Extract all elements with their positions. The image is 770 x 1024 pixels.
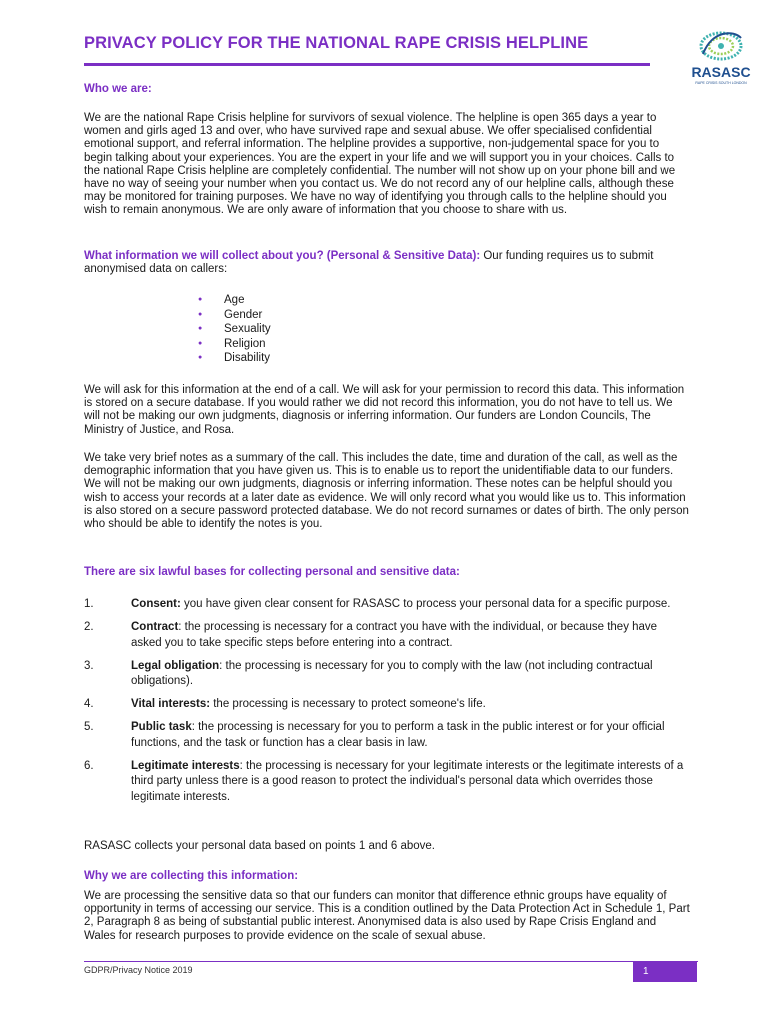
- footer-label: GDPR/Privacy Notice 2019: [84, 965, 193, 975]
- list-item: ● Disability: [198, 351, 271, 366]
- item-text: : the processing is necessary for a contract you have with the individual, or because they have asked you to take specific steps before entering into a contract.: [131, 621, 658, 649]
- item-term: Public task: [131, 721, 192, 733]
- collect-paragraph: [84, 250, 690, 276]
- item-number: 6.: [84, 759, 94, 772]
- lawful-bases-heading: There are six lawful bases for collecting personal and sensitive data:: [84, 566, 460, 578]
- collect-text: Our funding requires us to submit anonymised data on callers:: [84, 250, 654, 276]
- logo-emblem-icon: [690, 24, 752, 64]
- rasasc-logo: [690, 24, 752, 90]
- logo-wordmark: RASASC: [691, 64, 751, 80]
- item-text: : the processing is necessary for you to perform a task in the public interest or for your official functions, and the task or function has a clear basis in law.: [131, 721, 665, 749]
- who-we-are-paragraph: We are the national Rape Crisis helpline for survivors of sexual violence. The helpline is open 365 days a year to women and girls aged 13 and over, who have survived rape and sexual abuse. We offer specialised confidential emotional support, and referral information. The helpline provides a supportive, non-judgemental space for you to begin talking about your experiences. You are the expert in your life and we will support you in your choices. Calls to the national Rape Crisis helpline are completely confidential. The number will not show up on your phone bill and we have no way of seeing your number when you contact us. We do not record any of our helpline calls, although these may be monitored for training purposes. We have no way of identifying you through calls to the helpline should you wish to remain anonymous. We are only aware of information that you choose to share with us.: [84, 112, 676, 217]
- collect-heading: What information we will collect about you? (Personal & Sensitive Data):: [84, 250, 481, 262]
- document-title: PRIVACY POLICY FOR THE NATIONAL RAPE CRISIS HELPLINE: [84, 34, 589, 52]
- list-item: ● Age: [198, 293, 271, 308]
- ask-paragraph: We will ask for this information at the end of a call. We will ask for your permission to record this data. This information is stored on a secure database. If you would rather we did not record this information, you do not have to tell us. We will not be making our own judgments, diagnosis or inferring information. Our funders are London Councils, The Ministry of Justice, and Rosa.: [84, 384, 685, 436]
- item-text: you have given clear consent for RASASC to process your personal data for a specific purpose.: [180, 598, 671, 610]
- item-term: Contract: [131, 621, 179, 633]
- logo-tagline: RAPE CRISIS SOUTH LONDON: [695, 81, 747, 85]
- item-number: 5.: [84, 721, 94, 733]
- item-number: 2.: [84, 621, 94, 633]
- notes-paragraph: We take very brief notes as a summary of the call. This includes the date, time and duration of the call, as well as the demographic information that you have given us. This is to enable us to report the unidentifiable data to our funders. We will not be making our own judgments, diagnosis or inferring information. These notes can be helpful should you wish to access your records at a later date as evidence. We will only record what you would like us to. This information is also stored on a secure password protected database. We do not record surnames or dates of birth. The only person who should be able to identify the notes is you.: [84, 452, 689, 531]
- list-item: [84, 720, 690, 751]
- item-text: : the processing is necessary for your legitimate interests or the legitimate interests of a third party unless there is a good reason to protect the individual's personal data which overrides those legitimate interests.: [131, 759, 684, 803]
- why-collecting-paragraph: We are processing the sensitive data so that our funders can monitor that difference ethnic groups have equality of opportunity in terms of accessing our service. This is a condition outlined by the Data Protection Act in Schedule 1, Part 2, Paragraph 8 as being of substantial public interest. Anonymised data is also used by Rape Crisis England and Wales for research purposes to provide evidence on the scale of sexual abuse.: [84, 890, 690, 942]
- item-text: : the processing is necessary for you to comply with the law (not including contractual obligations).: [131, 659, 653, 687]
- list-item: [84, 597, 690, 613]
- item-term: Consent:: [131, 598, 181, 610]
- item-number: 1.: [84, 598, 94, 610]
- data-items-list: [198, 293, 271, 366]
- page-number: 1: [643, 966, 649, 977]
- item-number: 4.: [84, 698, 94, 710]
- item-term: Legal obligation: [131, 659, 220, 672]
- list-item: [84, 759, 690, 806]
- lawful-bases-list: [84, 597, 690, 813]
- item-term: Legitimate interests: [131, 759, 240, 772]
- item-text: the processing is necessary to protect someone's life.: [210, 698, 486, 710]
- list-item: [84, 697, 690, 713]
- list-item: ● Sexuality: [198, 322, 271, 337]
- page-number-badge: [633, 962, 697, 982]
- footer-divider: [84, 961, 698, 962]
- title-underline: [84, 63, 650, 66]
- list-item: [84, 659, 690, 690]
- list-item: ● Gender: [198, 308, 271, 323]
- who-we-are-heading: Who we are:: [84, 83, 152, 95]
- item-term: Vital interests:: [131, 698, 211, 710]
- item-number: 3.: [84, 659, 94, 672]
- list-item: ● Religion: [198, 337, 271, 352]
- why-collecting-heading: Why we are collecting this information:: [84, 870, 299, 882]
- bases-summary: RASASC collects your personal data based on points 1 and 6 above.: [84, 840, 435, 852]
- list-item: [84, 620, 690, 651]
